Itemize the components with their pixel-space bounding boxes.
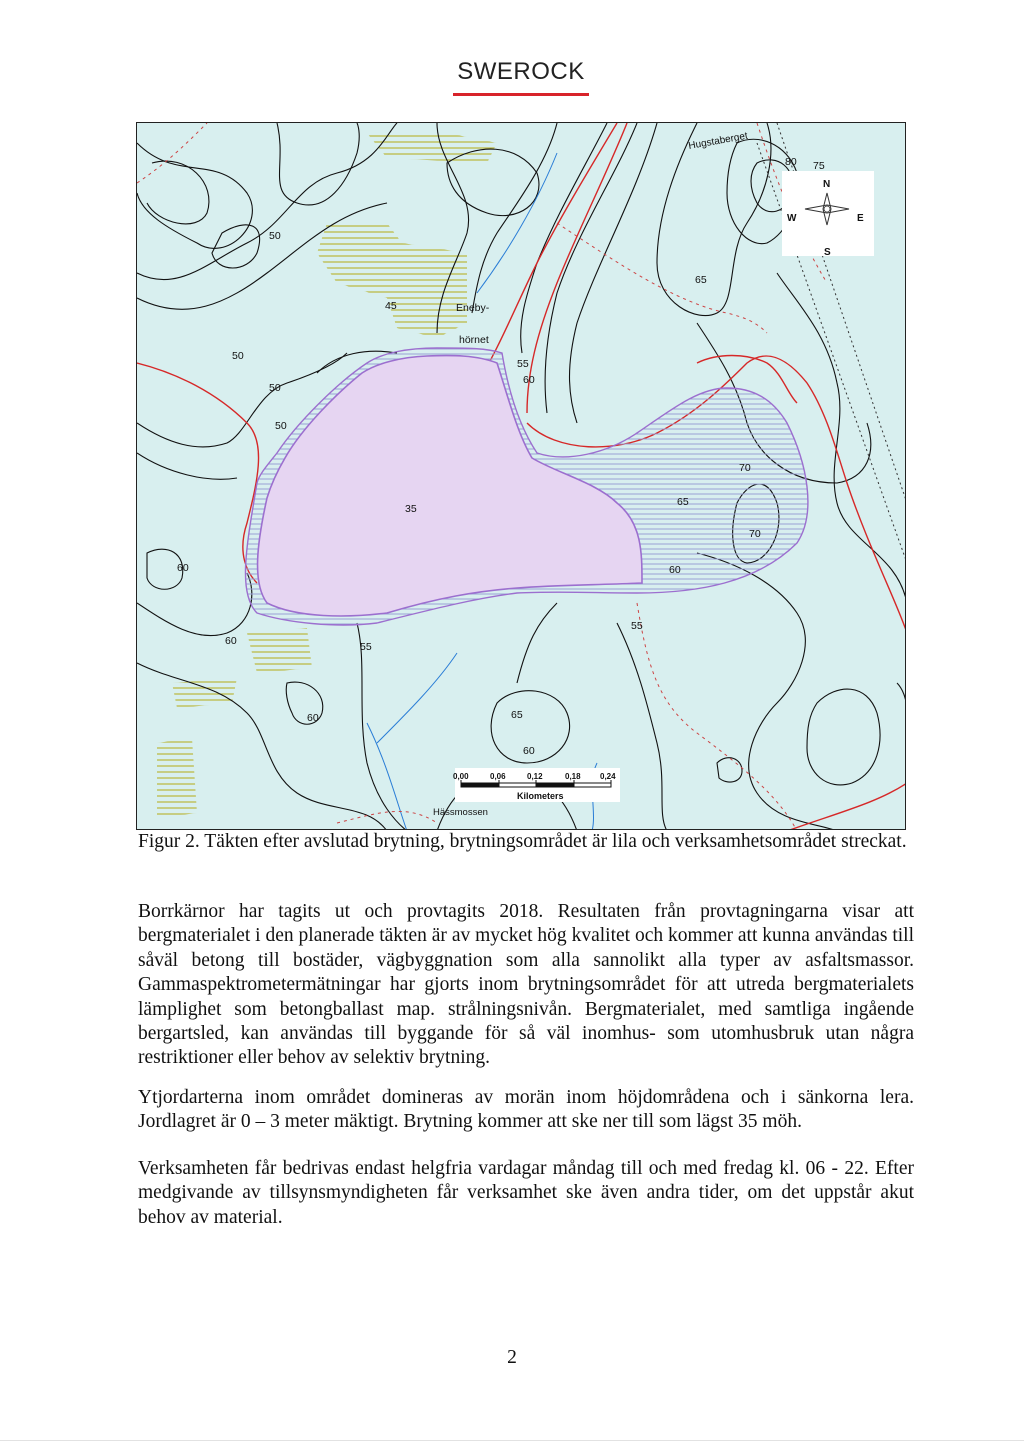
contour-label: 60 (523, 745, 535, 757)
scale-tick-label: 0,18 (565, 772, 581, 781)
contour-label: 50 (269, 230, 281, 242)
contour-label: 65 (695, 274, 707, 286)
compass-north: N (823, 179, 831, 190)
contour-label: 70 (739, 462, 751, 474)
contour-label: 55 (517, 358, 529, 370)
contour-label: 60 (523, 374, 535, 386)
contour-label: 65 (677, 496, 689, 508)
contour-label: 50 (269, 382, 281, 394)
scale-unit: Kilometers (517, 791, 564, 801)
contour-label: 35 (405, 503, 417, 515)
contour-label: 45 (385, 300, 397, 312)
label-eneby-2: hörnet (459, 334, 489, 346)
contour-label: 50 (232, 350, 244, 362)
compass-west: W (787, 213, 797, 224)
contour-label: 60 (669, 564, 681, 576)
figure-caption: Figur 2. Täkten efter avslutad brytning, brytningsområdet är lila och verksamhetsområdet streckat. (138, 831, 907, 852)
map-drawing (137, 123, 906, 830)
contour-label: 60 (225, 635, 237, 647)
contour-label: 70 (749, 528, 761, 540)
scale-tick-label: 0,06 (490, 772, 506, 781)
compass-south: S (824, 247, 831, 258)
paragraph-operating-hours: Verksamheten får bedrivas endast helgfria vardagar måndag till och med fredag kl. 06 - 22. Efter medgivande av tillsynsmyndigheten får verksamhet ske även andra tider, om det uppstår akut behov av material. (138, 1158, 914, 1228)
contour-label: 80 (785, 156, 797, 168)
page-bottom-rule (0, 1440, 1024, 1441)
contour-label: 55 (360, 641, 372, 653)
contour-label: 60 (307, 712, 319, 724)
label-hassmossen: Hässmossen (433, 807, 488, 818)
page-number: 2 (507, 1347, 517, 1368)
contour-label: 60 (177, 562, 189, 574)
scale-tick-label: 0,24 (600, 772, 616, 781)
extraction-area (258, 356, 642, 616)
paragraph-drill-cores: Borrkärnor har tagits ut och provtagits 2018. Resultaten från provtagningarna visar att bergmaterialet i den planerade täkten är av mycket hög kvalitet och kommer att kunna användas till såväl betong till bostäder, vägbyggnation som alla sannolikt alla typer av asfaltsmassor. Gammaspektrometermätningar har gjorts inom brytningsområdet för att utreda bergmaterialets lämplighet som betongballast map. strålningsnivån. Bergmaterialet, med samtliga ingående bergartsled, kan användas till byggande för så väl inomhus- som utomhusbruk utan några restriktioner eller behov av selektiv brytning. (138, 901, 914, 1069)
label-hugstaberget: Hugstaberget (687, 130, 749, 152)
contour-label: 65 (511, 709, 523, 721)
scale-tick-label: 0,00 (453, 772, 469, 781)
scale-tick-label: 0,12 (527, 772, 543, 781)
paragraph-soil-types: Ytjordarterna inom området domineras av morän inom höjdområdena och i sänkorna lera. Jordlagret är 0 – 3 meter mäktigt. Brytning kommer att ske ner till som lägst 35 möh. (138, 1087, 914, 1133)
logo-underline (453, 93, 589, 96)
contour-label: 50 (275, 420, 287, 432)
contour-label: 55 (631, 620, 643, 632)
label-eneby-1: Eneby- (456, 302, 490, 314)
compass-east: E (857, 213, 864, 224)
contour-label: 75 (813, 160, 825, 172)
site-map (136, 122, 906, 830)
company-logo: SWEROCK (457, 58, 585, 85)
